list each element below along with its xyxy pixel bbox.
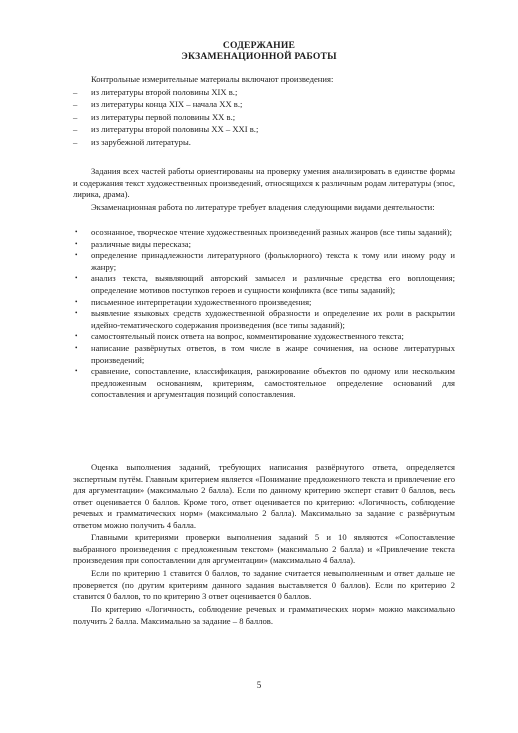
paragraph-skills-intro: Экзаменационная работа по литературе требует владения следующими видами деятельности:	[91, 202, 435, 212]
list-item: • различные виды пересказа;	[75, 238, 192, 249]
list-item: – из литературы первой половины XX в.;	[73, 111, 236, 122]
list-item: – из литературы конца XIX – начала XX в.;	[73, 99, 243, 110]
list-item: • анализ текста, выявляющий авторский замысел и различные средства его воплощения; определение мотивов поступков героев и сущности конфликта (все типы заданий);	[75, 273, 455, 295]
list-item: • письменное интерпретации художественного произведения;	[75, 296, 312, 307]
dash-marker: –	[73, 99, 78, 110]
bullet-marker: •	[75, 251, 78, 260]
intro-text: Контрольные измерительные материалы включают произведения:	[91, 74, 334, 84]
page-number: 5	[256, 680, 262, 690]
list-item: • определение принадлежности литературного (фольклорного) текста к тому или иному роду и жанру;	[75, 250, 455, 272]
bullet-marker: •	[75, 309, 78, 318]
bullet-marker: •	[75, 332, 78, 341]
list-item: • выявление языковых средств художественной образности и определение их роли в раскрытии идейно-тематического содержания произведения (все типы заданий);	[75, 308, 455, 330]
bullet-marker: •	[75, 343, 78, 352]
list-item: • написание развёрнутых ответов, в том числе в жанре сочинения, на основе литературных произведений;	[75, 342, 455, 365]
list-item: – из литературы второй половины XIX в.;	[73, 87, 238, 97]
list-item: • осознанное, творческое чтение художественных произведений разных жанров (все типы заданий);	[75, 227, 453, 237]
bullet-marker: •	[75, 228, 78, 236]
bullet-marker: •	[75, 274, 78, 283]
skills-list	[73, 227, 455, 401]
dash-marker: –	[73, 111, 78, 122]
list-item: – из литературы второй половины XX – XXI в.;	[73, 124, 259, 135]
bullet-marker: •	[75, 239, 78, 248]
paragraph-assessment: Оценка выполнения заданий, требующих написания развёрнутого ответа, определяется экспертным путём. Главным критерием является «Понимание предложенного текста и привлечение его для аргументации» (максимально 2 балла). Если по данному критерию эксперт ставит 0 баллов, весь ответ оценивается 0 баллов. Кроме того, ответ оценивается по критерию: «Логичность, соблюдение речевых и грамматических норм» (максимально 2 балла). Максимально за задание с развёрнутым ответом можно получить 4 балла.	[73, 462, 455, 530]
dash-marker: –	[73, 136, 78, 147]
list-item: • сравнение, сопоставление, классификация, ранжирование объектов по одному или нескольким предложенным основаниям, критериям, самостоятельное определение оснований для сопоставления и аргументация позиций сопоставления.	[75, 366, 455, 400]
dash-marker: –	[73, 124, 78, 135]
heading-contents: СОДЕРЖАНИЕ	[222, 40, 296, 51]
dash-marker: –	[73, 87, 78, 97]
literature-list	[73, 86, 455, 148]
bullet-marker: •	[75, 367, 78, 376]
paragraph-logic: По критерию «Логичность, соблюдение речевых и грамматических норм» можно максимально получить 2 балла. Максимально за задание – 8 баллов.	[73, 604, 455, 626]
list-item: • самостоятельный поиск ответа на вопрос, комментирование художественного текста;	[75, 331, 404, 342]
paragraph-tasks-orientation: Задания всех частей работы ориентированы на проверку умения анализировать в единстве формы и содержания текст художественных произведений, относящихся к различным родам литературы (эпос, лирика, драма).	[73, 166, 455, 200]
heading-exam-work: ЭКЗАМЕНАЦИОННОЙ РАБОТЫ	[181, 51, 337, 62]
list-item: – из зарубежной литературы.	[73, 136, 191, 147]
paragraph-criteria-5-10: Главными критериями проверки выполнения заданий 5 и 10 являются «Сопоставление выбранного произведения с предложенным текстом» (максимально 2 балла) и «Привлечение текста произведения при сопоставлении для аргументации» (максимально 4 балла).	[73, 532, 455, 566]
bullet-marker: •	[75, 297, 78, 306]
paragraph-criterion-1: Если по критерию 1 ставится 0 баллов, то задание считается невыполненным и ответ дальше не проверяется (по другим критериям данного задания выставляется 0 баллов). Если по критерию 2 ставится 0 баллов, то по критерию 3 ответ оценивается 0 баллов.	[73, 568, 455, 602]
